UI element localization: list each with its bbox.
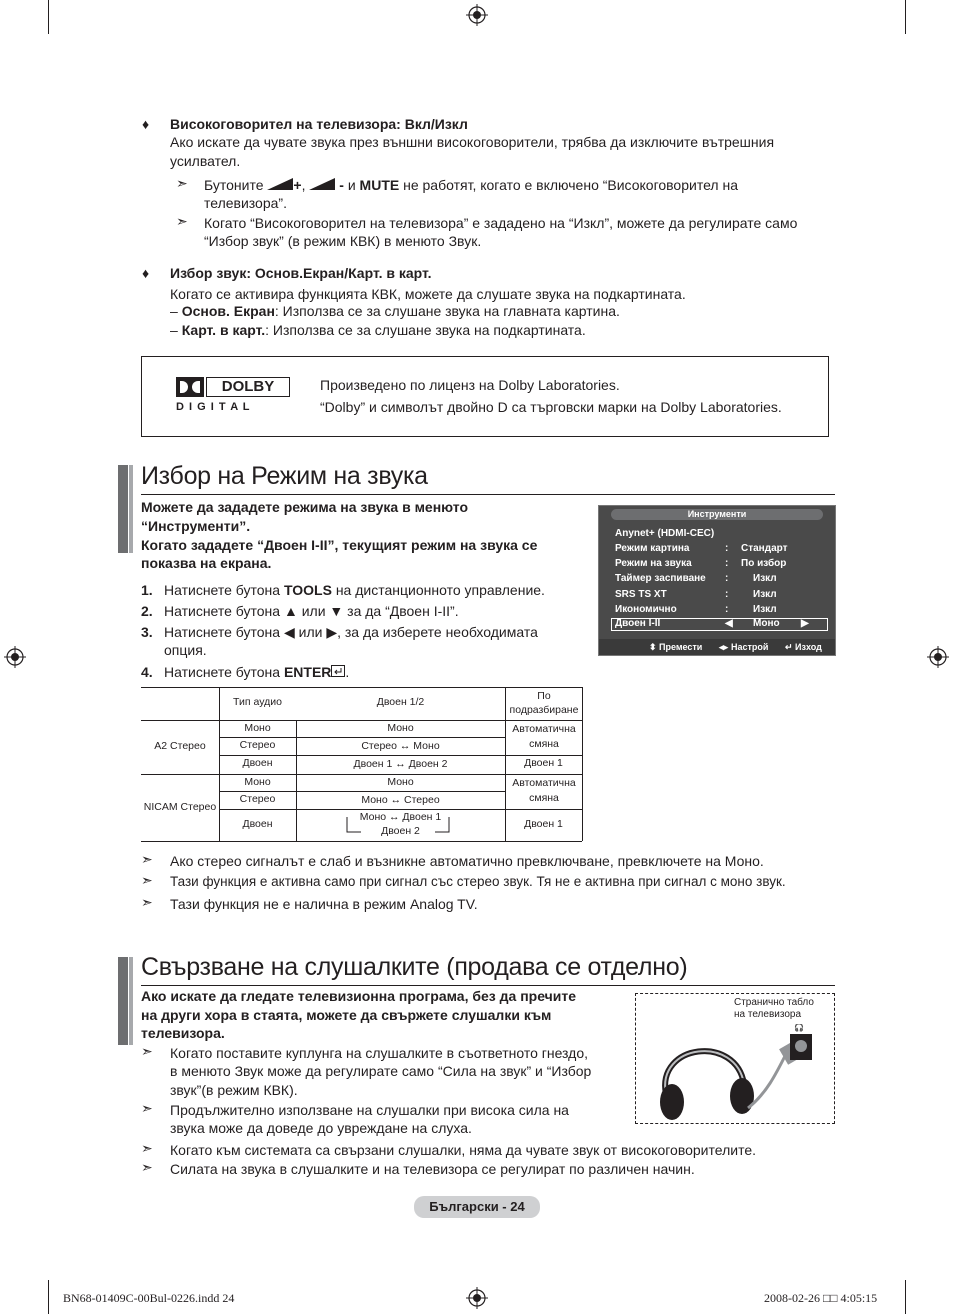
table-cell: Моно	[387, 722, 414, 734]
note-arrow-icon: ➣	[141, 872, 153, 888]
osd-adjust-label: Настрой	[731, 642, 769, 652]
registration-mark-icon	[927, 646, 949, 668]
table-cell: Моно	[387, 776, 414, 788]
speaker-text-2: усилвател.	[170, 153, 241, 169]
osd-right-arrow-icon[interactable]: ▶	[801, 618, 809, 629]
file-info: BN68-01409C-00Bul-0226.indd 24	[63, 1291, 235, 1305]
step-3: Натиснете бутона ◀ или ▶, за да изберете необходимата	[164, 624, 538, 640]
step-number: 1.	[141, 582, 153, 598]
step-number: 3.	[141, 624, 153, 640]
osd-row-sep: :	[725, 573, 729, 584]
heading-rule	[141, 985, 835, 986]
osd-row-sep: :	[725, 543, 729, 554]
dolby-line-1: Произведено по лиценз на Dolby Laboratories.	[320, 377, 620, 393]
select-sound-item-2: – Карт. в карт.: Използва се за слушане звука на подкартината.	[170, 322, 586, 338]
enter-icon	[331, 665, 345, 677]
table-cell: Стерео	[239, 739, 276, 751]
headphones-note-1c: звук”(в режим КВК).	[170, 1082, 298, 1098]
volume-down-icon	[309, 178, 335, 190]
minus-sign: -	[339, 177, 344, 193]
table-cell: Моно ↔ Стерео	[361, 794, 440, 806]
osd-exit-icon: ↵	[785, 642, 793, 652]
speaker-note-1	[204, 176, 738, 195]
osd-adjust-icon: ◂▸	[719, 642, 729, 652]
sound-mode-intro-4: показва на екрана.	[141, 555, 272, 571]
note-arrow-icon: ➣	[141, 1140, 153, 1156]
plus-sign: +	[293, 177, 302, 193]
speaker-note-2: Когато “Високоговорител на телевизора” е зададено на “Изкл”, можете да регулирате само	[204, 215, 798, 231]
item-bold: Основ. Екран	[181, 303, 275, 319]
headphones-heading: Свързване на слушалките (продава се отделно)	[141, 953, 688, 981]
osd-row-label: SRS TS XT	[615, 589, 667, 600]
table-cell: Моно	[244, 722, 271, 734]
table-header-dual: Двоен 1/2	[376, 696, 425, 708]
registration-mark-icon	[466, 4, 488, 26]
and-word: и	[347, 177, 356, 193]
double-d-icon	[176, 377, 204, 397]
box-glyphs: □□	[823, 1291, 838, 1305]
osd-row-label: Режим картина	[615, 543, 690, 554]
mute-label: MUTE	[359, 177, 400, 193]
section-bar	[129, 957, 133, 1045]
table-cell: Стерео	[239, 793, 276, 805]
table-cell: Стерео ↔ Моно	[361, 740, 440, 752]
bullet-diamond-icon: ♦	[142, 116, 150, 132]
headphones-icon	[636, 1024, 834, 1122]
osd-row-sep: :	[725, 558, 729, 569]
osd-footer	[599, 639, 835, 655]
print-timestamp	[764, 1291, 877, 1306]
note-arrow-icon: ➣	[141, 851, 153, 867]
osd-row-label: Режим на звука	[615, 558, 692, 569]
dolby-digital-wordmark: D I G I T A L	[176, 401, 251, 413]
note-arrow-icon: ➣	[141, 1159, 153, 1175]
headphones-note-1: Когато поставите куплунга на слушалките в съответното гнездо,	[170, 1045, 589, 1061]
table-cell: Двоен	[242, 757, 273, 769]
note-arrow-icon: ➣	[141, 1043, 153, 1059]
osd-row-value: Стандарт	[741, 543, 788, 554]
osd-row-sep: :	[725, 589, 729, 600]
figure-caption-1: Странично табло	[734, 997, 814, 1008]
tools-osd-menu	[598, 505, 836, 656]
headphones-note-1b: в менюто Звук може да регулирате само “Сила на звук” и “Избор	[170, 1063, 592, 1079]
select-sound-title: Избор звук: Основ.Екран/Карт. в карт.	[170, 265, 432, 281]
sound-mode-heading: Избор на Режим на звука	[141, 462, 428, 490]
step-4	[164, 663, 349, 682]
note-arrow-icon: ➣	[176, 213, 188, 229]
comma: ,	[301, 177, 306, 193]
step-text: .	[345, 664, 350, 680]
headphones-note-2b: звука може да доведе до увреждане на слуха.	[170, 1120, 472, 1136]
note-text: “Избор звук” (в режим	[204, 233, 346, 249]
table-nicam-label: NICAM Стерео	[143, 801, 217, 813]
osd-row-value: Изкл	[753, 604, 777, 615]
speaker-title: Високоговорител на телевизора: Вкл/Изкл	[170, 116, 468, 132]
osd-row-value: Моно	[753, 618, 780, 629]
osd-move-icon: ⬍	[649, 642, 657, 652]
table-default-cell: Двоен 1	[524, 818, 563, 830]
step-number: 2.	[141, 603, 153, 619]
sound-mode-intro-3: Когато зададете “Двоен I-II”, текущият режим на звука се	[141, 537, 538, 553]
speaker-note-2-end	[204, 232, 481, 251]
page-number-badge: Български - 24	[414, 1196, 540, 1218]
table-header-default: По подразбиране	[509, 690, 579, 716]
note-text: Бутоните	[204, 177, 264, 193]
osd-row-label: Икономично	[615, 604, 677, 615]
crop-mark	[48, 0, 49, 34]
step-1	[164, 581, 545, 600]
registration-mark-icon	[4, 646, 26, 668]
osd-exit-label: Изход	[795, 642, 822, 652]
sound-mode-intro-2: “Инструменти”.	[141, 518, 251, 534]
step-number: 4.	[141, 664, 153, 680]
crop-mark	[48, 1280, 49, 1314]
table-default-cell: Автоматична смяна	[512, 777, 576, 804]
osd-row-value: Изкл	[753, 573, 777, 584]
tools-key-label: TOOLS	[283, 582, 332, 598]
sound-note-3: Тази функция не е налична в режим Analog TV.	[170, 896, 478, 912]
print-date: 2008-02-26	[764, 1291, 820, 1305]
osd-row-value: По избор	[741, 558, 787, 569]
sound-note-1: Ако стерео сигналът е слаб и възникне автоматично превключване, превключете на Моно.	[170, 853, 764, 869]
bullet-diamond-icon: ♦	[142, 265, 150, 281]
step-2: Натиснете бутона ▲ или ▼ за да “Двоен I-II”.	[164, 603, 459, 619]
item-text: : Използва се за слушане звука на главната картина.	[274, 303, 620, 319]
audio-table	[141, 687, 583, 842]
loop-arrow-icon	[341, 815, 456, 837]
headphones-intro-3: телевизора.	[141, 1025, 225, 1041]
osd-row-label: Anynet+ (HDMI-CEC)	[615, 528, 715, 539]
note-text: КВК) в менюто Звук.	[349, 233, 482, 249]
dolby-logo	[176, 377, 294, 417]
table-default-cell: Двоен 1	[524, 757, 563, 769]
headphones-intro-2: на други хора в стаята, можете да свържете слушалки към	[141, 1007, 552, 1023]
table-default-cell: Автоматична смяна	[512, 723, 576, 750]
section-bar	[118, 957, 128, 1045]
table-a2-label: А2 Стерео	[154, 740, 206, 752]
table-cell: Моно ↔ Двоен 1	[359, 811, 442, 823]
print-time: 4:05:15	[840, 1291, 878, 1305]
enter-key-label: ENTER	[283, 664, 332, 680]
osd-title: Инструменти	[611, 509, 823, 520]
osd-row-value: Изкл	[753, 589, 777, 600]
sound-mode-intro-1: Можете да зададете режима на звука в менюто	[141, 499, 468, 515]
note-arrow-icon: ➣	[176, 175, 188, 191]
section-bar	[129, 465, 133, 553]
sound-note-2: Тази функция е активна само при сигнал със стерео звук. Тя не е активна при сигнал с моно звук.	[170, 874, 786, 889]
dolby-wordmark: DOLBY	[206, 377, 290, 397]
osd-row-label: Двоен I-II	[615, 618, 661, 629]
osd-row-sep: :	[725, 604, 729, 615]
item-text: : Използва се за слушане звука на подкартината.	[265, 322, 586, 338]
table-cell: Двоен 1 ↔ Двоен 2	[353, 758, 448, 770]
note-arrow-icon: ➣	[141, 894, 153, 910]
item-bold: Карт. в карт.	[181, 322, 266, 338]
osd-left-arrow-icon[interactable]: ◀	[725, 618, 733, 629]
table-header-audio-type: Тип аудио	[233, 696, 282, 708]
note-text: не работят, когато е включено “Високоговорител на	[403, 177, 738, 193]
section-bar	[118, 465, 128, 553]
crop-mark	[905, 1280, 906, 1314]
select-sound-text: Когато се активира функцията КВК, можете да слушате звука на подкартината.	[170, 286, 686, 302]
svg-text:🎧: 🎧	[794, 1024, 804, 1032]
headphones-intro-1: Ако искате да гледате телевизионна програма, без да пречите	[141, 988, 577, 1004]
figure-caption-2: на телевизора	[734, 1009, 802, 1020]
note-arrow-icon: ➣	[141, 1100, 153, 1116]
osd-move-label: Премести	[659, 642, 703, 652]
table-cell: Двоен	[242, 818, 273, 830]
volume-up-icon	[267, 178, 293, 190]
step-text: Натиснете бутона	[164, 664, 284, 680]
heading-rule	[141, 494, 835, 495]
step-text: Натиснете бутона	[164, 582, 284, 598]
osd-row-label: Таймер заспиване	[615, 573, 706, 584]
headphones-figure	[635, 993, 835, 1124]
dolby-box	[141, 356, 829, 437]
step-text: на дистанционното управление.	[331, 582, 545, 598]
speaker-note-1-end: телевизора”.	[204, 195, 287, 211]
speaker-text: Ако искате да чувате звука през външни високоговорители, трябва да изключите вътрешния	[170, 134, 775, 150]
table-cell: Двоен 2	[381, 825, 420, 837]
headphones-note-4: Силата на звука в слушалките и на телевизора се регулират по различен начин.	[170, 1161, 695, 1177]
headphones-note-2: Продължително използване на слушалки при висока сила на	[170, 1102, 569, 1118]
dolby-line-2: “Dolby” и символът двойно D са търговски марки на Dolby Laboratories.	[320, 399, 782, 415]
select-sound-item-1: – Основ. Екран: Използва се за слушане звука на главната картина.	[170, 303, 620, 319]
crop-mark	[905, 0, 906, 34]
headphones-note-3: Когато към системата са свързани слушалки, няма да чувате звук от високоговорителите.	[170, 1142, 756, 1158]
registration-mark-icon	[466, 1287, 488, 1309]
step-3-cont: опция.	[164, 642, 207, 658]
table-cell: Моно	[244, 776, 271, 788]
